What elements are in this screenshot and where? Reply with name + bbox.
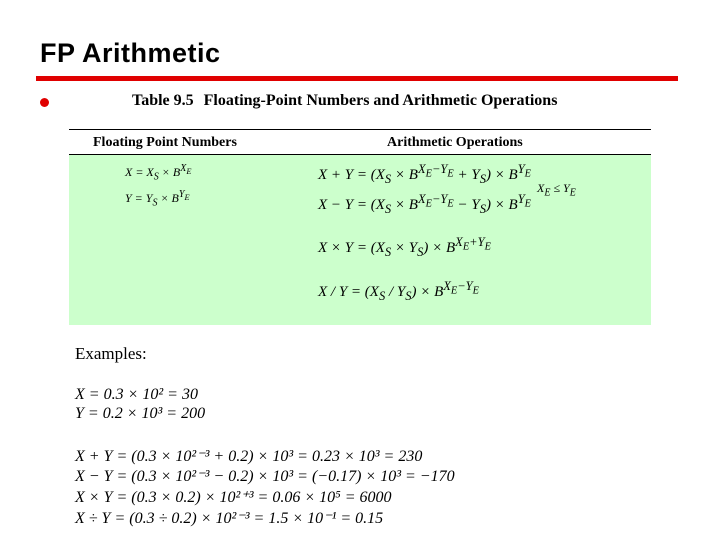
example-line: X + Y = (0.3 × 10²⁻³ + 0.2) × 10³ = 0.23 × 10³ = 230 [75, 448, 423, 465]
op-add-condition: $X_E \le Y_E$ [537, 181, 576, 199]
table-label: Table 9.5 [132, 92, 194, 109]
examples-heading: Examples: [75, 344, 147, 363]
col-header-operations: Arithmetic Operations [387, 135, 523, 150]
table-caption [132, 92, 557, 110]
example-line: X = 0.3 × 10² = 30 [75, 386, 198, 403]
example-line: X ÷ Y = (0.3 ÷ 0.2) × 10²⁻³ = 1.5 × 10⁻¹ = 0.15 [75, 510, 384, 527]
table-header [69, 129, 651, 155]
number-def-x: $X = X_S \times B^{X_E}$ [125, 163, 192, 183]
slide-title: FP Arithmetic [40, 38, 221, 68]
op-sub: $X - Y = (X_S \times B^{X_E-Y_E} - Y_S) \times B^{Y_E}$ [318, 192, 532, 216]
op-mul: $X \times Y = (X_S \times Y_S) \times B^{X_E+Y_E}$ [318, 235, 491, 259]
col-header-numbers: Floating Point Numbers [93, 135, 237, 150]
table-title: Floating-Point Numbers and Arithmetic Operations [203, 92, 558, 109]
number-def-y: $Y = Y_S \times B^{Y_E}$ [125, 189, 190, 209]
example-line: Y = 0.2 × 10³ = 200 [75, 405, 206, 422]
op-div: $X / Y = (X_S / Y_S) \times B^{X_E-Y_E}$ [318, 279, 479, 303]
example-line: X − Y = (0.3 × 10²⁻³ − 0.2) × 10³ = (−0.17) × 10³ = −170 [75, 468, 455, 485]
bullet-dot [40, 98, 49, 107]
title-rule [36, 76, 678, 81]
formula-table [69, 129, 651, 325]
example-line: X × Y = (0.3 × 0.2) × 10²⁺³ = 0.06 × 10⁵ = 6000 [75, 489, 392, 506]
op-add: $X + Y = (X_S \times B^{X_E-Y_E} + Y_S) \times B^{Y_E}$ [318, 162, 532, 186]
